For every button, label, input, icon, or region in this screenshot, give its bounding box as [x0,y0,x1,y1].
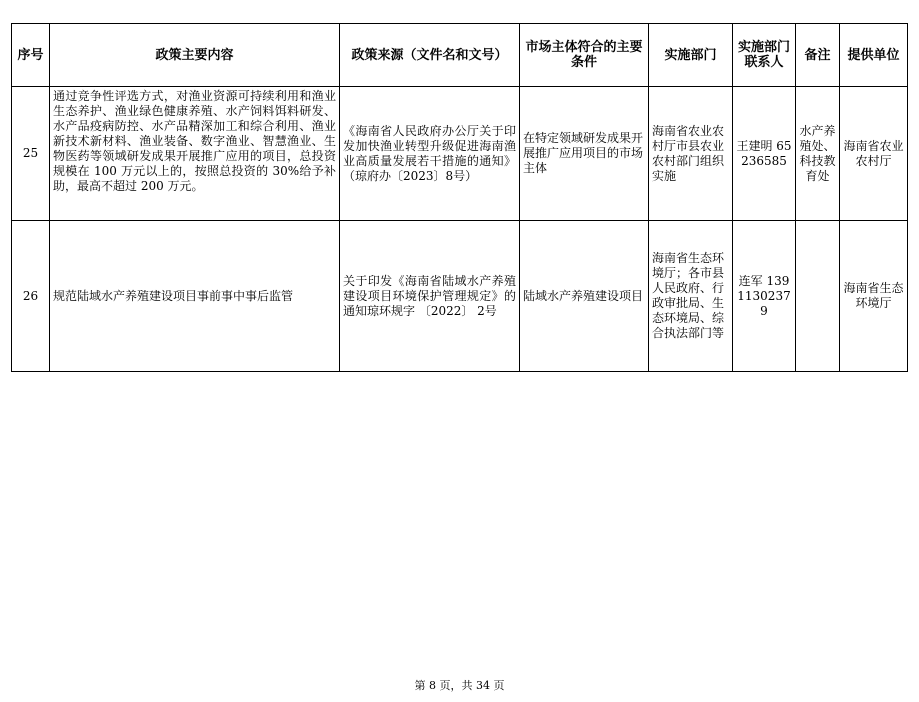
header-department: 实施部门 [649,24,733,87]
row-contact: 连军 13911302379 [733,221,796,372]
header-source: 政策来源（文件名和文号） [340,24,520,87]
row-content: 通过竞争性评选方式，对渔业资源可持续利用和渔业生态养护、渔业绿色健康养殖、水产饲料饵料研发、水产品疫病防控、水产品精深加工和综合利用、渔业新技术新材料、渔业装备、数字渔业、智慧渔业、生物医药等领域研发成果开展推广应用的项目，总投资规模在 100 万元以上的，按照总投资的 30%给予补助，最高不超过 200 万元。 [50,87,340,221]
row-department: 海南省生态环境厅；各市县人民政府、行政审批局、生态环境局、综合执法部门等 [649,221,733,372]
row-remark [796,221,840,372]
row-seq: 25 [12,87,50,221]
row-content: 规范陆域水产养殖建设项目事前事中事后监管 [50,221,340,372]
row-contact: 王建明 65236585 [733,87,796,221]
header-content: 政策主要内容 [50,24,340,87]
table-row [12,87,908,221]
row-source: 关于印发《海南省陆域水产养殖建设项目环境保护管理规定》的通知琼环规字 〔2022〕 2号 [340,221,520,372]
row-condition: 在特定领域研发成果开展推广应用项目的市场主体 [520,87,649,221]
header-condition: 市场主体符合的主要条件 [520,24,649,87]
header-remark: 备注 [796,24,840,87]
page-number-footer: 第 8 页，共 34 页 [414,679,505,692]
row-provider: 海南省生态环境厅 [840,221,908,372]
row-condition: 陆域水产养殖建设项目 [520,221,649,372]
header-contact: 实施部门联系人 [733,24,796,87]
row-source: 《海南省人民政府办公厅关于印发加快渔业转型升级促进海南渔业高质量发展若干措施的通知》（琼府办〔2023〕8号） [340,87,520,221]
row-provider: 海南省农业农村厅 [840,87,908,221]
header-provider: 提供单位 [840,24,908,87]
header-seq: 序号 [12,24,50,87]
row-seq: 26 [12,221,50,372]
row-department: 海南省农业农村厅市县农业农村部门组织实施 [649,87,733,221]
table-header-row [12,24,908,87]
table-row [12,221,908,372]
row-remark: 水产养殖处、科技教育处 [796,87,840,221]
policy-table [11,23,908,372]
